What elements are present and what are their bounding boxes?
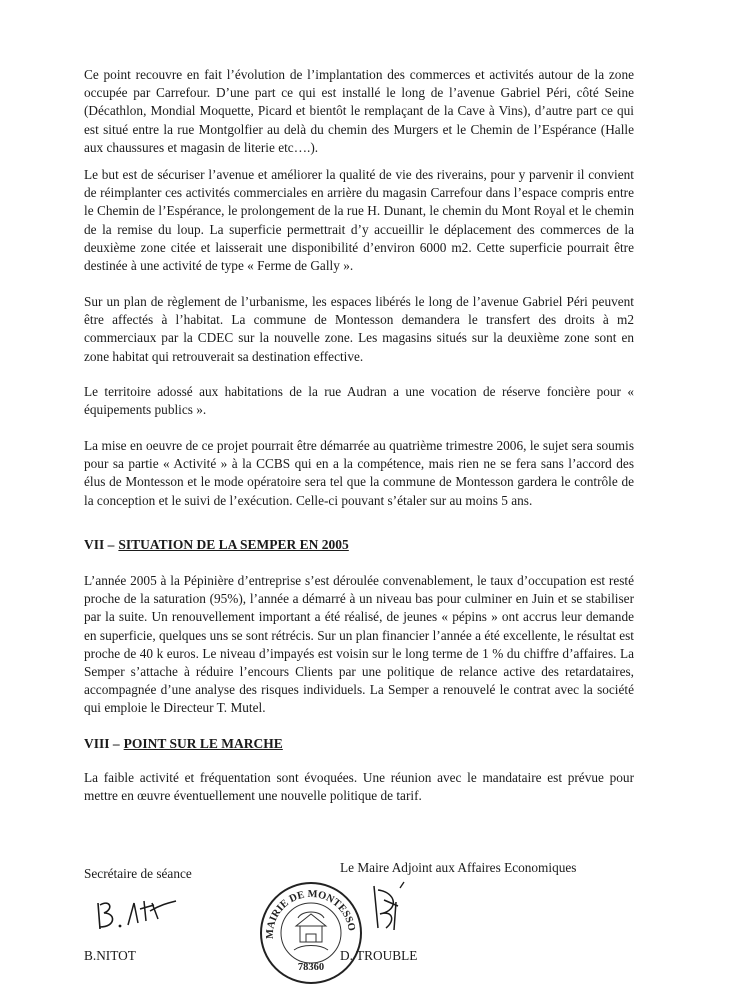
section-7-heading: [84, 537, 349, 553]
paragraph-relocation: Le but est de sécuriser l’avenue et améliorer la qualité de vie des riverains, pour y parvenir il convient de réimplanter ces activités commerciales en arrière du magasin Carrefour dans l’espace compris entre le Chemin de l’Espérance, le prolongement de la rue H. Dunant, le chemin du Mont Royal et le chemin de la remise du loup. La superficie permettrait d’y accueillir le déplacement des commerces de la deuxième zone citée et laisserait une disponibilité d’environ 6000 m2. Cette superficie pourrait être destinée à une activité de type « Ferme de Gally ».: [84, 167, 634, 274]
section-8-heading: [84, 736, 283, 752]
town-hall-seal: [254, 872, 364, 986]
paragraph-project-timeline: La mise en oeuvre de ce projet pourrait être démarrée au quatrième trimestre 2006, le sujet sera soumis pour sa partie « Activité » à la CCBS qui en a la compétence, mais rien ne se fera sans l’accord des élus de Montesson et le mode opératoire sera tel que la commune de Montesson gardera le contrôle de la conception et le suivi de l’exécution. Celle-ci pouvant s’étaler sur au moins 5 ans.: [84, 438, 634, 508]
seal-postcode: 78360: [297, 962, 325, 973]
paragraph-commerce-zone: Ce point recouvre en fait l’évolution de l’implantation des commerces et activités autour de la zone occupée par Carrefour. D’une part ce qui est installé le long de l’avenue Gabriel Péri, côté Seine (Décathlon, Mondial Moquette, Picard et bientôt le remplaçant de la Cave à Vins), d’autre part ce qui est situé entre la rue Montgolfier au delà du chemin des Murgers et le Chemin de l’Espérance (Halle aux chaussures et magasin de literie etc….).: [84, 67, 634, 155]
section-7-number: VII –: [84, 537, 115, 552]
secretary-name: B.NITOT: [84, 948, 136, 963]
section-8-number: VIII –: [84, 736, 120, 751]
section-8-title: POINT SUR LE MARCHE: [123, 736, 283, 751]
section-8-body: La faible activité et fréquentation sont évoquées. Une réunion avec le mandataire est prévue pour mettre en œuvre éventuellement une nouvelle politique de tarif.: [84, 770, 634, 804]
secretary-role: Secrétaire de séance: [84, 866, 192, 881]
deputy-mayor-signature: [366, 880, 416, 935]
paragraph-urbanism: Sur un plan de règlement de l’urbanisme, les espaces libérés le long de l’avenue Gabriel Péri peuvent être affectés à l’habitat. La commune de Montesson demandera le transfert des droits à m2 commerciaux par la CDEC sur la nouvelle zone. Les magasins situés sur la deuxième zone sont en zone habitat qui retrouverait sa destination effective.: [84, 294, 634, 364]
seal-ring-text: MAIRIE DE MONTESSON: [254, 872, 357, 940]
section-7-title: SITUATION DE LA SEMPER EN 2005: [118, 537, 349, 552]
secretary-signature: [92, 895, 182, 945]
deputy-mayor-role: Le Maire Adjoint aux Affaires Economiques: [340, 860, 577, 875]
paragraph-territory: Le territoire adossé aux habitations de la rue Audran a une vocation de réserve foncière pour « équipements publics ».: [84, 384, 634, 418]
deputy-mayor-name: D. TROUBLE: [340, 948, 418, 963]
section-7-body: L’année 2005 à la Pépinière d’entreprise s’est déroulée convenablement, le taux d’occupation est resté proche de la saturation (95%), l’année a démarré à un niveau bas pour culminer en Juin et se stabiliser par la suite. Un renouvellement important a été réalisé, de jeunes « pépins » ont accrus leur demande en superficie, quelques uns se sont rétrécis. Sur un plan financier l’année a été excellente, le résultat est proche de 40 k euros. Le niveau d’impayés est voisin sur le long terme de 1 % du chiffre d’affaires. La Semper s’attache à réduire l’encours Clients par une politique de relance active des retardataires, accompagnée d’une analyse des risques individuels. La Semper a renouvelé le contrat avec la société qui emploie le Directeur T. Mutel.: [84, 573, 634, 716]
